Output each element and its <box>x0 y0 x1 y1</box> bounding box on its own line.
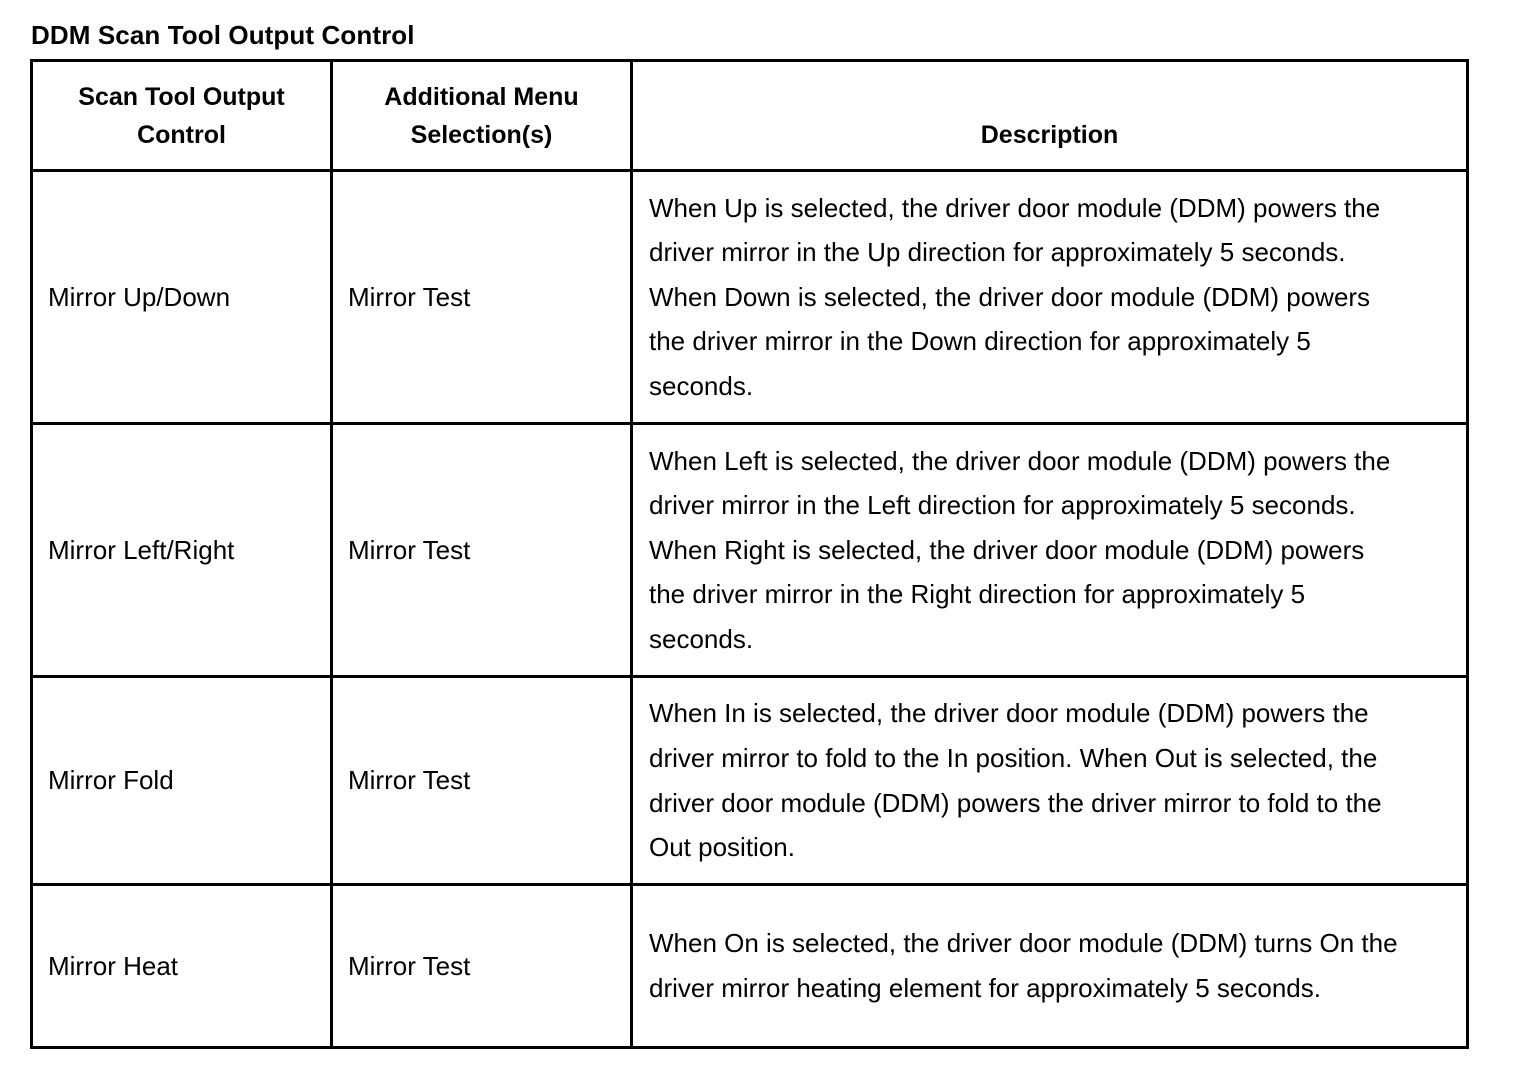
cell-description: When Left is selected, the driver door module (DDM) powers the driver mirror in the Left direction for approximately 5 seconds. When Right is selected, the driver door module (DDM) powers the driver mirror in the Right direction for approximately 5 seconds. <box>632 424 1468 677</box>
cell-output-control: Mirror Heat <box>32 885 332 1048</box>
header-additional-menu-selections: Additional Menu Selection(s) <box>332 61 632 171</box>
cell-output-control: Mirror Up/Down <box>32 171 332 424</box>
table-row <box>32 677 1468 885</box>
cell-menu-selection: Mirror Test <box>332 171 632 424</box>
cell-menu-selection: Mirror Test <box>332 885 632 1048</box>
cell-description: When Up is selected, the driver door module (DDM) powers the driver mirror in the Up direction for approximately 5 seconds. When Down is selected, the driver door module (DDM) powers the driver mirror in the Down direction for approximately 5 seconds. <box>632 171 1468 424</box>
output-control-table <box>30 59 1469 1049</box>
page-title: DDM Scan Tool Output Control <box>31 20 415 50</box>
cell-output-control: Mirror Fold <box>32 677 332 885</box>
table-row <box>32 424 1468 677</box>
cell-output-control: Mirror Left/Right <box>32 424 332 677</box>
cell-menu-selection: Mirror Test <box>332 424 632 677</box>
cell-description: When On is selected, the driver door module (DDM) turns On the driver mirror heating element for approximately 5 seconds. <box>632 885 1468 1048</box>
header-scan-tool-output-control: Scan Tool Output Control <box>32 61 332 171</box>
table-row <box>32 885 1468 1048</box>
cell-description: When In is selected, the driver door module (DDM) powers the driver mirror to fold to the In position. When Out is selected, the driver door module (DDM) powers the driver mirror to fold to the Out position. <box>632 677 1468 885</box>
table-row <box>32 171 1468 424</box>
cell-menu-selection: Mirror Test <box>332 677 632 885</box>
header-description: Description <box>632 61 1468 171</box>
table-header-row <box>32 61 1468 171</box>
